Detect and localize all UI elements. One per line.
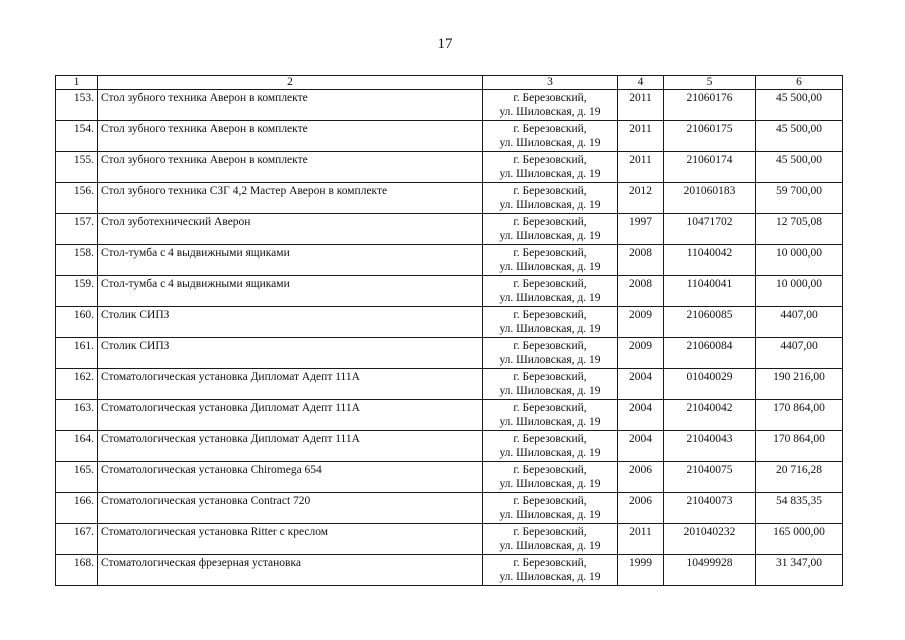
page-number: 17 bbox=[437, 36, 453, 52]
address-cell bbox=[483, 276, 618, 307]
row-number-cell: 168. bbox=[56, 555, 98, 586]
cost-cell: 12 705,08 bbox=[756, 214, 843, 245]
address-city: г. Березовский, bbox=[513, 92, 587, 104]
inventory-number-cell: 21040075 bbox=[664, 462, 756, 493]
year-cell: 2011 bbox=[618, 524, 664, 555]
table-row bbox=[56, 493, 843, 524]
item-name-cell: Стол зубного техника СЗГ 4,2 Мастер Аверон в комплекте bbox=[98, 183, 483, 214]
table-row bbox=[56, 431, 843, 462]
table-row bbox=[56, 121, 843, 152]
item-name-cell: Стоматологическая установка Дипломат Адепт 111А bbox=[98, 369, 483, 400]
year-cell: 1999 bbox=[618, 555, 664, 586]
table-body bbox=[56, 90, 843, 586]
header-col-2: 2 bbox=[98, 76, 483, 90]
address-city: г. Березовский, bbox=[513, 495, 587, 507]
address-city: г. Березовский, bbox=[513, 557, 587, 569]
item-name-cell: Стол зуботехнический Аверон bbox=[98, 214, 483, 245]
address-city: г. Березовский, bbox=[513, 464, 587, 476]
inventory-number-cell: 21060084 bbox=[664, 338, 756, 369]
row-number-cell: 165. bbox=[56, 462, 98, 493]
inventory-number-cell: 201060183 bbox=[664, 183, 756, 214]
table-row bbox=[56, 307, 843, 338]
inventory-number-cell: 11040041 bbox=[664, 276, 756, 307]
address-cell bbox=[483, 369, 618, 400]
year-cell: 2009 bbox=[618, 307, 664, 338]
address-cell bbox=[483, 245, 618, 276]
address-street: ул. Шиловская, д. 19 bbox=[499, 106, 601, 118]
inventory-number-cell: 10471702 bbox=[664, 214, 756, 245]
cost-cell: 45 500,00 bbox=[756, 121, 843, 152]
address-street: ул. Шиловская, д. 19 bbox=[499, 571, 601, 583]
cost-cell: 31 347,00 bbox=[756, 555, 843, 586]
cost-cell: 4407,00 bbox=[756, 338, 843, 369]
header-col-1: 1 bbox=[56, 76, 98, 90]
address-cell bbox=[483, 121, 618, 152]
row-number-cell: 166. bbox=[56, 493, 98, 524]
row-number-cell: 153. bbox=[56, 90, 98, 121]
row-number-cell: 154. bbox=[56, 121, 98, 152]
row-number-cell: 167. bbox=[56, 524, 98, 555]
year-cell: 2006 bbox=[618, 462, 664, 493]
year-cell: 2009 bbox=[618, 338, 664, 369]
inventory-number-cell: 01040029 bbox=[664, 369, 756, 400]
address-cell bbox=[483, 431, 618, 462]
inventory-number-cell: 11040042 bbox=[664, 245, 756, 276]
address-street: ул. Шиловская, д. 19 bbox=[499, 478, 601, 490]
year-cell: 2011 bbox=[618, 121, 664, 152]
cost-cell: 20 716,28 bbox=[756, 462, 843, 493]
header-col-3: 3 bbox=[483, 76, 618, 90]
address-city: г. Березовский, bbox=[513, 371, 587, 383]
row-number-cell: 155. bbox=[56, 152, 98, 183]
address-city: г. Березовский, bbox=[513, 185, 587, 197]
address-cell bbox=[483, 338, 618, 369]
year-cell: 2008 bbox=[618, 245, 664, 276]
cost-cell: 54 835,35 bbox=[756, 493, 843, 524]
address-street: ул. Шиловская, д. 19 bbox=[499, 199, 601, 211]
table-row bbox=[56, 369, 843, 400]
row-number-cell: 158. bbox=[56, 245, 98, 276]
inventory-number-cell: 10499928 bbox=[664, 555, 756, 586]
address-cell bbox=[483, 214, 618, 245]
cost-cell: 170 864,00 bbox=[756, 400, 843, 431]
address-cell bbox=[483, 90, 618, 121]
table-row bbox=[56, 276, 843, 307]
address-street: ул. Шиловская, д. 19 bbox=[499, 323, 601, 335]
year-cell: 2011 bbox=[618, 90, 664, 121]
address-city: г. Березовский, bbox=[513, 216, 587, 228]
inventory-number-cell: 21040042 bbox=[664, 400, 756, 431]
table-row bbox=[56, 338, 843, 369]
item-name-cell: Стол зубного техника Аверон в комплекте bbox=[98, 90, 483, 121]
address-cell bbox=[483, 493, 618, 524]
inventory-number-cell: 21060176 bbox=[664, 90, 756, 121]
address-street: ул. Шиловская, д. 19 bbox=[499, 447, 601, 459]
year-cell: 2008 bbox=[618, 276, 664, 307]
address-cell bbox=[483, 462, 618, 493]
address-city: г. Березовский, bbox=[513, 402, 587, 414]
address-street: ул. Шиловская, д. 19 bbox=[499, 261, 601, 273]
row-number-cell: 156. bbox=[56, 183, 98, 214]
row-number-cell: 161. bbox=[56, 338, 98, 369]
header-row bbox=[56, 76, 843, 90]
table-header bbox=[56, 76, 843, 90]
table-row bbox=[56, 183, 843, 214]
inventory-number-cell: 21060175 bbox=[664, 121, 756, 152]
cost-cell: 170 864,00 bbox=[756, 431, 843, 462]
address-city: г. Березовский, bbox=[513, 433, 587, 445]
year-cell: 2006 bbox=[618, 493, 664, 524]
table-row bbox=[56, 555, 843, 586]
header-col-6: 6 bbox=[756, 76, 843, 90]
inventory-table bbox=[55, 75, 843, 586]
row-number-cell: 163. bbox=[56, 400, 98, 431]
year-cell: 2004 bbox=[618, 369, 664, 400]
row-number-cell: 157. bbox=[56, 214, 98, 245]
item-name-cell: Стоматологическая установка Contract 720 bbox=[98, 493, 483, 524]
cost-cell: 10 000,00 bbox=[756, 276, 843, 307]
table-row bbox=[56, 214, 843, 245]
item-name-cell: Стол зубного техника Аверон в комплекте bbox=[98, 152, 483, 183]
inventory-number-cell: 21060085 bbox=[664, 307, 756, 338]
cost-cell: 45 500,00 bbox=[756, 90, 843, 121]
item-name-cell: Стоматологическая фрезерная установка bbox=[98, 555, 483, 586]
year-cell: 2004 bbox=[618, 431, 664, 462]
address-cell bbox=[483, 524, 618, 555]
cost-cell: 45 500,00 bbox=[756, 152, 843, 183]
address-city: г. Березовский, bbox=[513, 309, 587, 321]
address-city: г. Березовский, bbox=[513, 278, 587, 290]
table-row bbox=[56, 245, 843, 276]
address-city: г. Березовский, bbox=[513, 526, 587, 538]
row-number-cell: 164. bbox=[56, 431, 98, 462]
cost-cell: 10 000,00 bbox=[756, 245, 843, 276]
cost-cell: 4407,00 bbox=[756, 307, 843, 338]
table-row bbox=[56, 524, 843, 555]
address-street: ул. Шиловская, д. 19 bbox=[499, 540, 601, 552]
item-name-cell: Столик СИПЗ bbox=[98, 338, 483, 369]
year-cell: 1997 bbox=[618, 214, 664, 245]
inventory-number-cell: 201040232 bbox=[664, 524, 756, 555]
row-number-cell: 162. bbox=[56, 369, 98, 400]
item-name-cell: Стол-тумба с 4 выдвижными ящиками bbox=[98, 276, 483, 307]
address-city: г. Березовский, bbox=[513, 154, 587, 166]
address-street: ул. Шиловская, д. 19 bbox=[499, 385, 601, 397]
table-row bbox=[56, 400, 843, 431]
address-street: ул. Шиловская, д. 19 bbox=[499, 509, 601, 521]
row-number-cell: 160. bbox=[56, 307, 98, 338]
address-street: ул. Шиловская, д. 19 bbox=[499, 137, 601, 149]
address-street: ул. Шиловская, д. 19 bbox=[499, 416, 601, 428]
year-cell: 2012 bbox=[618, 183, 664, 214]
cost-cell: 190 216,00 bbox=[756, 369, 843, 400]
inventory-number-cell: 21060174 bbox=[664, 152, 756, 183]
year-cell: 2004 bbox=[618, 400, 664, 431]
item-name-cell: Столик СИПЗ bbox=[98, 307, 483, 338]
table-row bbox=[56, 462, 843, 493]
item-name-cell: Стоматологическая установка Chiromega 654 bbox=[98, 462, 483, 493]
address-street: ул. Шиловская, д. 19 bbox=[499, 168, 601, 180]
cost-cell: 59 700,00 bbox=[756, 183, 843, 214]
address-city: г. Березовский, bbox=[513, 123, 587, 135]
item-name-cell: Стоматологическая установка Дипломат Адепт 111А bbox=[98, 431, 483, 462]
item-name-cell: Стол зубного техника Аверон в комплекте bbox=[98, 121, 483, 152]
item-name-cell: Стол-тумба с 4 выдвижными ящиками bbox=[98, 245, 483, 276]
address-cell bbox=[483, 307, 618, 338]
year-cell: 2011 bbox=[618, 152, 664, 183]
address-street: ул. Шиловская, д. 19 bbox=[499, 230, 601, 242]
address-street: ул. Шиловская, д. 19 bbox=[499, 354, 601, 366]
cost-cell: 165 000,00 bbox=[756, 524, 843, 555]
address-cell bbox=[483, 183, 618, 214]
inventory-number-cell: 21040043 bbox=[664, 431, 756, 462]
item-name-cell: Стоматологическая установка Дипломат Адепт 111А bbox=[98, 400, 483, 431]
address-city: г. Березовский, bbox=[513, 247, 587, 259]
address-cell bbox=[483, 152, 618, 183]
item-name-cell: Стоматологическая установка Ritter с креслом bbox=[98, 524, 483, 555]
address-city: г. Березовский, bbox=[513, 340, 587, 352]
header-col-4: 4 bbox=[618, 76, 664, 90]
address-street: ул. Шиловская, д. 19 bbox=[499, 292, 601, 304]
header-col-5: 5 bbox=[664, 76, 756, 90]
row-number-cell: 159. bbox=[56, 276, 98, 307]
table-row bbox=[56, 152, 843, 183]
table-row bbox=[56, 90, 843, 121]
address-cell bbox=[483, 400, 618, 431]
inventory-number-cell: 21040073 bbox=[664, 493, 756, 524]
address-cell bbox=[483, 555, 618, 586]
